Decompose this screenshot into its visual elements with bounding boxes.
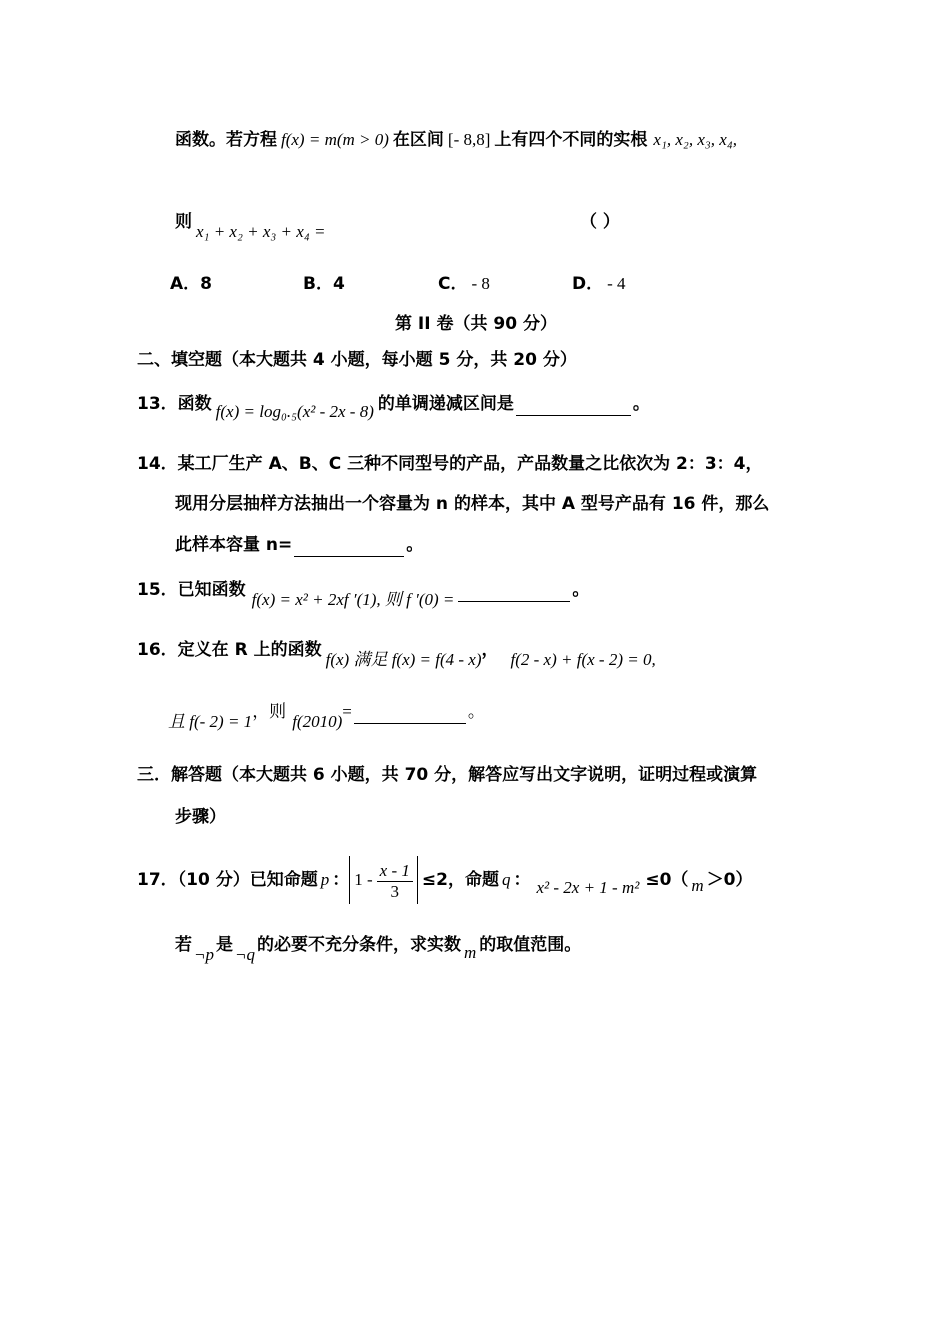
question-14-line1 <box>137 452 763 476</box>
q12-sum: x₁ + x₂ + x₃ + x₄ = <box>196 222 326 241</box>
question-number: 14． <box>137 454 178 474</box>
answer-blank[interactable] <box>354 705 466 724</box>
q17-text: 若 <box>175 935 192 955</box>
q15-function: f(x) = x² + 2xf ′(1), 则 f ′(0) = <box>251 590 455 609</box>
q12-option-c <box>438 272 490 296</box>
section-heading: 解答题（本大题共 6 小题，共 70 分，解答应写出文字说明，证明过程或演算 <box>171 765 758 785</box>
q17-inequality: x² - 2x + 1 - m² <box>536 878 640 897</box>
q17-colon: ： <box>513 870 531 890</box>
q16-condition: 且 f(- 2) = 1 <box>168 712 253 731</box>
variable-m: m <box>691 876 704 895</box>
abs-left: 1 - <box>354 870 373 889</box>
q12-option-b <box>303 272 345 296</box>
option-label: B． <box>303 274 333 294</box>
question-number: 17． <box>137 870 178 890</box>
question-number: 13． <box>137 394 178 414</box>
part-title: 第 II 卷（共 90 分） <box>395 314 557 334</box>
q12-line2 <box>175 210 326 241</box>
q16-text: 定义在 R 上的函数 <box>177 640 322 660</box>
q16-condition: f(2 - x) + f(x - 2) = 0, <box>510 650 656 669</box>
option-label: D． <box>572 274 604 294</box>
q17-colon: ： <box>332 870 350 890</box>
section-number: 三． <box>137 765 171 785</box>
q15-text: 已知函数 <box>177 580 246 600</box>
q15-end: 。 <box>572 580 590 600</box>
q14-text: 此样本容量 n= <box>175 535 293 555</box>
option-value: - 4 <box>607 274 626 293</box>
option-value: 8 <box>200 274 213 294</box>
section-3-line1 <box>137 763 757 787</box>
q12-text: 在区间 <box>392 130 444 150</box>
q17-text: 的取值范围。 <box>479 935 582 955</box>
q17-text: 是 <box>215 935 233 955</box>
q16-text: ，则 <box>252 702 287 721</box>
option-value: - 8 <box>471 274 490 293</box>
absolute-value <box>349 856 418 904</box>
q12-option-d <box>572 272 626 296</box>
variable-m: m <box>463 943 477 962</box>
question-17-line1 <box>137 856 753 904</box>
question-14-line2: 现用分层抽样方法抽出一个容量为 n 的样本，其中 A 型号产品有 16 件，那么 <box>175 494 770 514</box>
not-p: ¬p <box>194 945 214 964</box>
q12-text: 上有四个不同的实根 <box>494 130 648 150</box>
answer-blank[interactable] <box>294 538 404 557</box>
q17-text: （10 分）已知命题 <box>177 870 318 890</box>
option-label: C． <box>438 274 468 294</box>
q13-text: 的单调递减区间是 <box>377 394 514 414</box>
fraction <box>377 861 413 902</box>
q17-text: ≤2，命题 <box>421 870 499 890</box>
option-value: 4 <box>332 274 345 294</box>
q17-text: ≤0（ <box>645 870 689 890</box>
question-number: 16． <box>137 640 178 660</box>
q12-equation: f(x) = m(m > 0) <box>281 130 389 149</box>
q16-end: 。 <box>467 702 485 721</box>
q16-value: f(2010) <box>292 712 343 731</box>
q13-text: 函数 <box>177 394 212 414</box>
q12-option-a <box>170 272 212 296</box>
q14-end: 。 <box>406 535 424 555</box>
q17-text: ＞0） <box>706 870 753 890</box>
question-13 <box>137 392 650 421</box>
q12-interval: [- 8,8] <box>447 130 491 149</box>
section-heading: 二、填空题（本大题共 4 小题，每小题 5 分，共 20 分） <box>137 350 577 370</box>
proposition-q: q <box>501 870 511 889</box>
section-3-line2: 步骤） <box>175 807 226 827</box>
question-17-line2 <box>175 933 582 964</box>
answer-blank[interactable] <box>458 583 570 602</box>
question-number: 15． <box>137 580 178 600</box>
q14-text: 某工厂生产 A、B、C 三种不同型号的产品，产品数量之比依次为 2：3：4， <box>177 454 763 474</box>
q16-condition: f(x) 满足 f(x) = f(4 - x) <box>325 650 482 669</box>
q13-end: 。 <box>632 394 650 414</box>
q13-function: f(x) = log₀.₅(x² - 2x - 8) <box>215 402 374 421</box>
q12-roots: x₁, x₂, x₃, x₄, <box>653 130 737 149</box>
question-15 <box>137 578 590 609</box>
proposition-p: p <box>320 870 330 889</box>
q16-equals: = <box>342 702 352 721</box>
question-16-line1 <box>137 638 656 669</box>
fraction-numerator: x - 1 <box>377 861 413 882</box>
option-label: A． <box>170 274 201 294</box>
question-14-line3 <box>175 533 423 557</box>
q12-then: 则 <box>175 212 192 232</box>
q12-text: 函数。若方程 <box>175 130 277 150</box>
q16-comma: ， <box>481 640 499 660</box>
answer-blank[interactable] <box>516 397 631 416</box>
q12-paren: （ ） <box>580 212 620 232</box>
not-q: ¬q <box>234 945 255 964</box>
q12-line1 <box>175 128 737 152</box>
q17-text: 的必要不充分条件，求实数 <box>256 935 461 955</box>
question-16-line2 <box>168 700 485 731</box>
fraction-denominator: 3 <box>390 881 400 901</box>
